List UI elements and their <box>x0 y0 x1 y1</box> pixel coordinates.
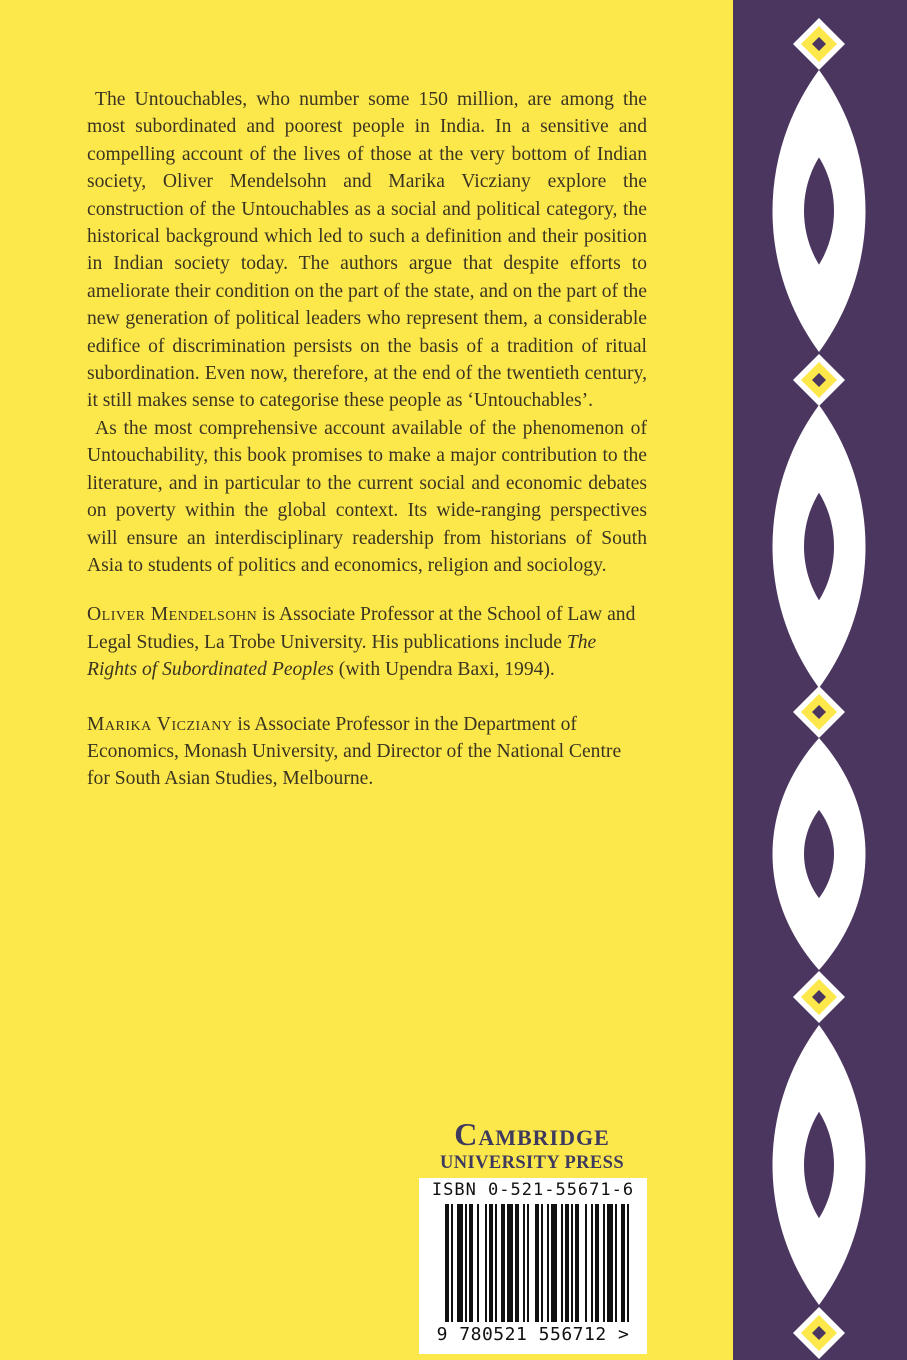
barcode-bar <box>457 1204 463 1322</box>
barcode-bar <box>575 1204 579 1322</box>
barcode-bar <box>469 1204 473 1322</box>
publisher-logo <box>416 1118 648 1174</box>
barcode-bar <box>501 1204 505 1322</box>
barcode-bar <box>565 1204 569 1322</box>
isbn-number: ISBN 0-521-55671-6 <box>431 1180 635 1200</box>
blurb-paragraph-2: As the most comprehensive account available of the phenomenon of Untouchability, this book promises to make a major contribution to the literature, and in particular to the current social and economic debates on poverty within the global context. Its wide-ranging perspectives will ensure an interdisciplinary readership from historians of South Asia to students of politics and economics, religion and sociology. <box>87 417 647 576</box>
ornament-pattern <box>733 0 907 1360</box>
author-bio-vicziany <box>87 711 647 793</box>
author-bio-text: is Associate Professor at the School of Law and Legal Studies, La Trobe University. His publications include <box>87 604 636 653</box>
barcode-bar <box>561 1204 563 1322</box>
barcode-bar <box>603 1204 605 1322</box>
book-title: The Rights of Subordinated Peoples <box>87 631 597 681</box>
barcode-bar <box>551 1204 557 1322</box>
decorative-sidebar <box>733 0 907 1360</box>
barcode-bar <box>547 1204 549 1322</box>
barcode-bar <box>527 1204 529 1322</box>
barcode-bar <box>535 1204 539 1322</box>
barcode-bar <box>523 1204 525 1322</box>
barcode-bar <box>495 1204 497 1322</box>
barcode-bar <box>607 1204 613 1322</box>
barcode-digits: 9 780521 556712 > <box>436 1324 630 1345</box>
barcode-bar <box>591 1204 593 1322</box>
barcode-bar <box>585 1204 587 1322</box>
publisher-name: Cambridge <box>454 1116 610 1152</box>
barcode-block <box>419 1178 647 1354</box>
author-name: Marika Vicziany <box>87 713 233 735</box>
author-bio-text-end: (with Upendra Baxi, 1994). <box>333 659 555 681</box>
barcode-icon <box>419 1204 647 1322</box>
barcode-bar <box>445 1204 449 1322</box>
barcode-bar <box>451 1204 453 1322</box>
barcode-bar <box>465 1204 467 1322</box>
barcode-bar <box>485 1204 487 1322</box>
publisher-subtitle: UNIVERSITY PRESS <box>439 1153 625 1173</box>
blurb-paragraph-1: The Untouchables, who number some 150 million, are among the most subordinated and poorest people in India. In a sensitive and compelling account of the lives of those at the very bottom of Indian society, Oliver Mendelsohn and Marika Vicziany explore the construction of the Untouchables as a social and political category, the historical background which led to such a definition and their position in Indian society today. The authors argue that despite efforts to ameliorate their condition on the part of the state, and on the part of the new generation of political leaders who represent them, a considerable edifice of discrimination persists on the basis of a tradition of ritual subordination. Even now, therefore, at the end of the twentieth century, it still makes sense to categorise these people as ‘Untouchables’. <box>87 89 647 412</box>
author-name: Oliver Mendelsohn <box>87 604 258 626</box>
barcode-bar <box>477 1204 479 1322</box>
barcode-bar <box>571 1204 573 1322</box>
barcode-bar <box>489 1204 493 1322</box>
barcode-bar <box>507 1204 513 1322</box>
barcode-bar <box>621 1204 625 1322</box>
back-cover-text <box>87 86 647 793</box>
barcode-bar <box>515 1204 519 1322</box>
author-bio-text: is Associate Professor in the Department of Economics, Monash University, and Director of the National Centre for South Asian Studies, Melbourne. <box>87 713 622 790</box>
author-bio-mendelsohn <box>87 601 647 683</box>
barcode-bar <box>615 1204 617 1322</box>
barcode-bar <box>627 1204 629 1322</box>
barcode-bar <box>541 1204 543 1322</box>
barcode-bar <box>595 1204 599 1322</box>
